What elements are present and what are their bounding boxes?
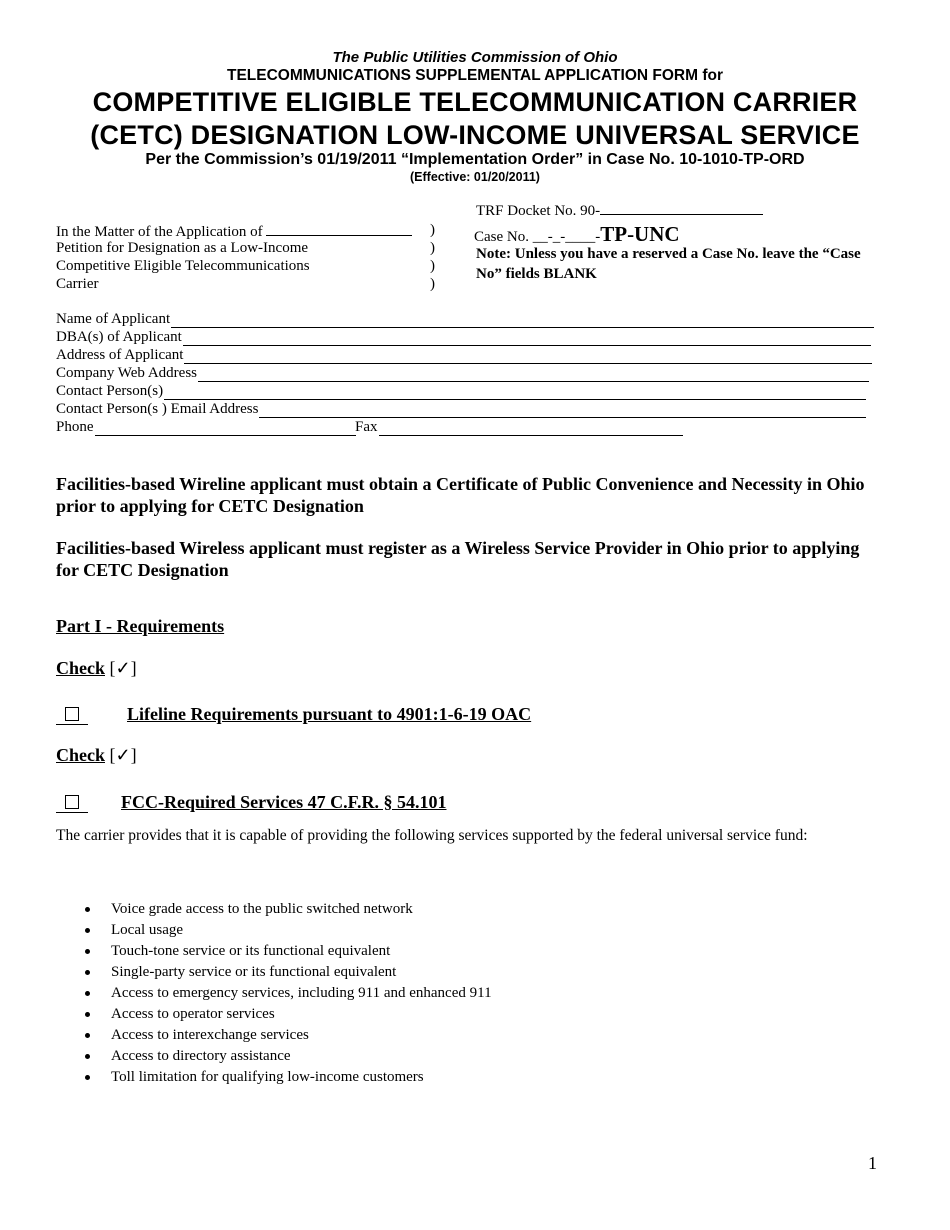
address-label: Address of Applicant (56, 347, 184, 363)
matter-line-2: Petition for Designation as a Low-Income (56, 240, 309, 256)
phone-input[interactable] (95, 422, 357, 436)
form-title: TELECOMMUNICATIONS SUPPLEMENTAL APPLICATION FORM for (227, 67, 723, 84)
list-item: Single-party service or its functional equivalent (85, 962, 492, 983)
bullet-icon (85, 1075, 90, 1080)
address-input[interactable] (184, 350, 872, 364)
check-mark: [✓] (109, 745, 137, 765)
main-title-line-2: (CETC) DESIGNATION LOW-INCOME UNIVERSAL SERVICE (90, 120, 860, 150)
trf-docket-label: TRF Docket No. 90- (476, 203, 601, 219)
bullet-icon (85, 928, 90, 933)
services-list (85, 899, 492, 1088)
web-address-row (56, 365, 869, 382)
contact-person-row (56, 383, 866, 400)
contact-email-row (56, 401, 866, 418)
dba-label: DBA(s) of Applicant (56, 329, 182, 345)
fax-input[interactable] (379, 422, 684, 436)
list-item: Local usage (85, 920, 492, 941)
wireline-notice: Facilities-based Wireline applicant must obtain a Certificate of Public Convenience and Necessity in Ohio prior to applying for CETC Designation (56, 474, 865, 516)
contact-email-input[interactable] (259, 404, 866, 418)
contact-email-label: Contact Person(s ) Email Address (56, 401, 259, 417)
fcc-row (56, 792, 446, 813)
name-of-applicant-row (56, 311, 874, 328)
part-1-heading: Part I - Requirements (56, 616, 225, 636)
bullet-icon (85, 1033, 90, 1038)
list-item: Voice grade access to the public switched network (85, 899, 492, 920)
list-item: Access to directory assistance (85, 1046, 492, 1067)
check-label: Check (56, 745, 105, 765)
paren-1: ) (430, 222, 435, 238)
bullet-icon (85, 1054, 90, 1059)
bullet-icon (85, 907, 90, 912)
fcc-label: FCC-Required Services 47 C.F.R. § 54.101 (121, 792, 447, 812)
bullet-icon (85, 1012, 90, 1017)
bullet-icon (85, 949, 90, 954)
matter-line-3: Competitive Eligible Telecommunications (56, 258, 310, 274)
phone-row (56, 419, 356, 436)
list-item: Toll limitation for qualifying low-income customers (85, 1067, 492, 1088)
check-mark: [✓] (109, 658, 137, 678)
paren-2: ) (430, 240, 435, 256)
web-address-label: Company Web Address (56, 365, 198, 381)
effective-date: (Effective: 01/20/2011) (410, 170, 540, 184)
bullet-icon (85, 991, 90, 996)
check-instruction-1 (56, 658, 137, 679)
list-item: Touch-tone service or its functional equivalent (85, 941, 492, 962)
contact-person-label: Contact Person(s) (56, 383, 164, 399)
lifeline-checkbox-wrap[interactable] (56, 704, 88, 725)
dba-input[interactable] (183, 332, 871, 346)
trf-docket-field (476, 201, 763, 220)
dba-row (56, 329, 871, 346)
order-line: Per the Commission’s 01/19/2011 “Implementation Order” in Case No. 10-1010-TP-ORD (145, 151, 805, 168)
page-number: 1 (868, 1153, 877, 1173)
name-of-applicant-label: Name of Applicant (56, 311, 171, 327)
case-number-label[interactable]: Case No. __-_-____- (474, 229, 601, 245)
paren-4: ) (430, 276, 435, 292)
list-item: Access to emergency services, including 911 and enhanced 911 (85, 983, 492, 1004)
lifeline-row (56, 704, 531, 725)
lifeline-label: Lifeline Requirements pursuant to 4901:1-6-19 OAC (127, 704, 532, 724)
trf-docket-input[interactable] (600, 201, 763, 215)
case-number-suffix: TP-UNC (600, 222, 680, 246)
matter-line-1 (56, 222, 412, 241)
check-label: Check (56, 658, 105, 678)
case-number-note: Note: Unless you have a reserved a Case No. leave the “Case No” fields BLANK (476, 246, 861, 282)
contact-person-input[interactable] (164, 386, 866, 400)
matter-label: In the Matter of the Application of (56, 224, 263, 240)
lifeline-checkbox[interactable] (65, 707, 79, 721)
main-title-line-1: COMPETITIVE ELIGIBLE TELECOMMUNICATION CARRIER (92, 87, 858, 117)
list-item: Access to operator services (85, 1004, 492, 1025)
matter-line-4: Carrier (56, 276, 99, 292)
phone-label: Phone (56, 419, 94, 435)
web-address-input[interactable] (198, 368, 869, 382)
name-of-applicant-input[interactable] (171, 314, 874, 328)
wireless-notice: Facilities-based Wireless applicant must register as a Wireless Service Provider in Ohio prior to applying for CETC Designation (56, 538, 860, 580)
fcc-checkbox-wrap[interactable] (56, 792, 88, 813)
list-item: Access to interexchange services (85, 1025, 492, 1046)
fcc-checkbox[interactable] (65, 795, 79, 809)
fax-row (355, 419, 683, 436)
agency-name: The Public Utilities Commission of Ohio (332, 49, 618, 66)
address-row (56, 347, 872, 364)
fax-label: Fax (355, 419, 378, 435)
check-instruction-2 (56, 745, 137, 766)
bullet-icon (85, 970, 90, 975)
paren-3: ) (430, 258, 435, 274)
matter-applicant-input[interactable] (266, 222, 412, 236)
services-paragraph: The carrier provides that it is capable of providing the following services supported by the federal universal service fund: (56, 827, 808, 844)
